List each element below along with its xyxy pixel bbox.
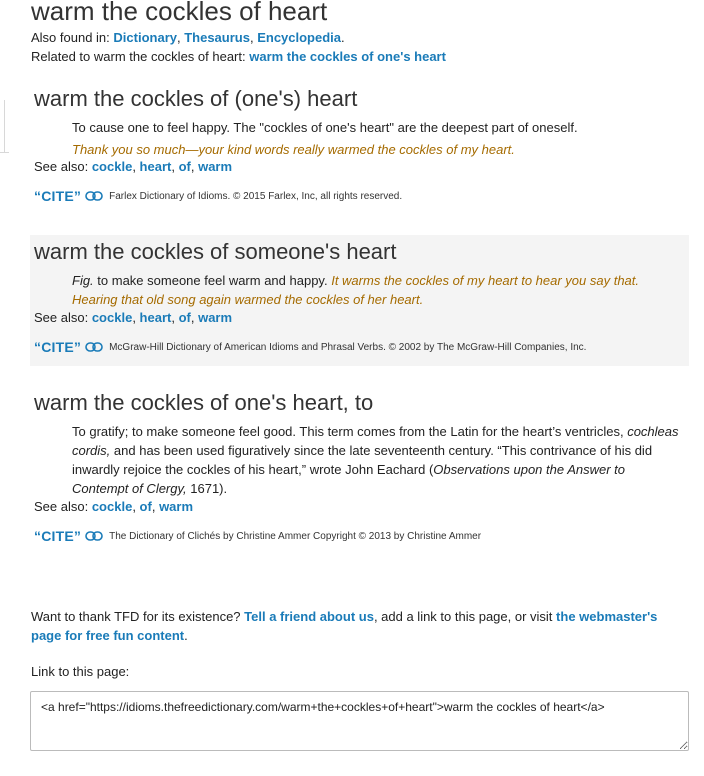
see-also: See also: cockle, of, warm (34, 499, 194, 514)
entry-definition-source-title: Observations upon the Answer to Contempt of Clergy, (72, 462, 626, 496)
thank-tfd (31, 607, 671, 645)
cite-row (34, 188, 402, 204)
also-found-label: Also found in: (31, 30, 110, 45)
cite-button[interactable]: “CITE” (34, 188, 82, 204)
cite-button[interactable]: “CITE” (34, 339, 82, 355)
link-to-page-textarea[interactable] (30, 691, 689, 751)
link-icon[interactable] (85, 191, 103, 201)
cite-source: The Dictionary of Clichés by Christine Ammer Copyright © 2013 by Christine Ammer (109, 530, 482, 542)
thank-text-1: Want to thank TFD for its existence? (31, 609, 241, 624)
link-icon[interactable] (85, 531, 103, 541)
see-also-cockle[interactable]: cockle (91, 499, 133, 514)
entry-example-2: Hearing that old song again warmed the cockles of her heart. (72, 292, 424, 307)
thank-text-3: . (184, 628, 188, 643)
see-also-label: See also: (34, 310, 89, 325)
entry-definition-2: and has been used figuratively since the late seventeenth century. “This contrivance of his did inwardly rejoice the cockles of his heart,” wrote John Eachard ( (72, 443, 653, 477)
entry-ammer (30, 386, 689, 556)
see-also-heart[interactable]: heart (139, 310, 172, 325)
cite-row (34, 339, 586, 355)
entry-headword: warm the cockles of (one's) heart (34, 86, 358, 111)
see-also-warm[interactable]: warm (159, 499, 194, 514)
entry-farlex (30, 84, 689, 214)
left-edge-divider-bottom (0, 152, 9, 153)
see-also-of[interactable]: of (178, 310, 191, 325)
entry-example-1: It warms the cockles of my heart to hear you say that. (331, 273, 640, 288)
thank-text-2: , add a link to this page, or visit (373, 609, 553, 624)
link-to-page-label: Link to this page: (31, 664, 130, 679)
see-also-cockle[interactable]: cockle (91, 310, 133, 325)
link-icon[interactable] (85, 342, 103, 352)
see-also-warm[interactable]: warm (198, 310, 233, 325)
entry-example: Thank you so much—your kind words really warmed the cockles of my heart. (72, 142, 515, 157)
cite-row (34, 528, 481, 544)
entry-definition: to make someone feel warm and happy. (97, 273, 328, 288)
see-also-warm[interactable]: warm (198, 159, 233, 174)
cite-source: McGraw-Hill Dictionary of American Idioms and Phrasal Verbs. © 2002 by The McGraw-Hill Companies, Inc. (109, 341, 587, 353)
encyclopedia-link[interactable]: Encyclopedia (257, 30, 342, 45)
tell-a-friend-link[interactable]: Tell a friend about us (244, 609, 374, 624)
thesaurus-link[interactable]: Thesaurus (184, 30, 250, 45)
left-edge-divider (0, 100, 5, 152)
see-also-cockle[interactable]: cockle (91, 159, 133, 174)
dictionary-link[interactable]: Dictionary (113, 30, 177, 45)
related-link[interactable]: warm the cockles of one's heart (249, 49, 446, 64)
fig-label: Fig. (72, 273, 94, 288)
entry-mcgraw-hill (30, 235, 689, 366)
see-also-heart[interactable]: heart (139, 159, 172, 174)
see-also: See also: cockle, heart, of, warm (34, 310, 233, 325)
see-also-of[interactable]: of (178, 159, 191, 174)
also-found-in: Also found in: Dictionary, Thesaurus, Encyclopedia. (31, 30, 345, 45)
entry-definition-block (72, 271, 679, 309)
cite-source: Farlex Dictionary of Idioms. © 2015 Farlex, Inc, all rights reserved. (109, 190, 403, 202)
cite-button[interactable]: “CITE” (34, 528, 82, 544)
entry-definition-latin: cochleas cordis, (72, 424, 679, 458)
see-also-label: See also: (34, 159, 89, 174)
see-also: See also: cockle, heart, of, warm (34, 159, 233, 174)
related-to (31, 49, 446, 64)
page-title: warm the cockles of heart (31, 0, 328, 26)
entry-headword: warm the cockles of someone's heart (34, 239, 397, 264)
entry-definition-block (72, 422, 679, 498)
related-label: Related to warm the cockles of heart: (31, 49, 246, 64)
webmaster-link[interactable]: the webmaster's page for free fun content (31, 609, 658, 643)
see-also-label: See also: (34, 499, 89, 514)
entry-definition-3: 1671). (190, 481, 228, 496)
entry-headword: warm the cockles of one's heart, to (34, 390, 374, 415)
see-also-of[interactable]: of (139, 499, 152, 514)
entry-definition-block (72, 118, 679, 159)
entry-definition: To cause one to feel happy. The "cockles of one's heart" are the deepest part of oneself. (72, 120, 578, 135)
entry-definition-1: To gratify; to make someone feel good. This term comes from the Latin for the heart’s ventricles, (72, 424, 624, 439)
